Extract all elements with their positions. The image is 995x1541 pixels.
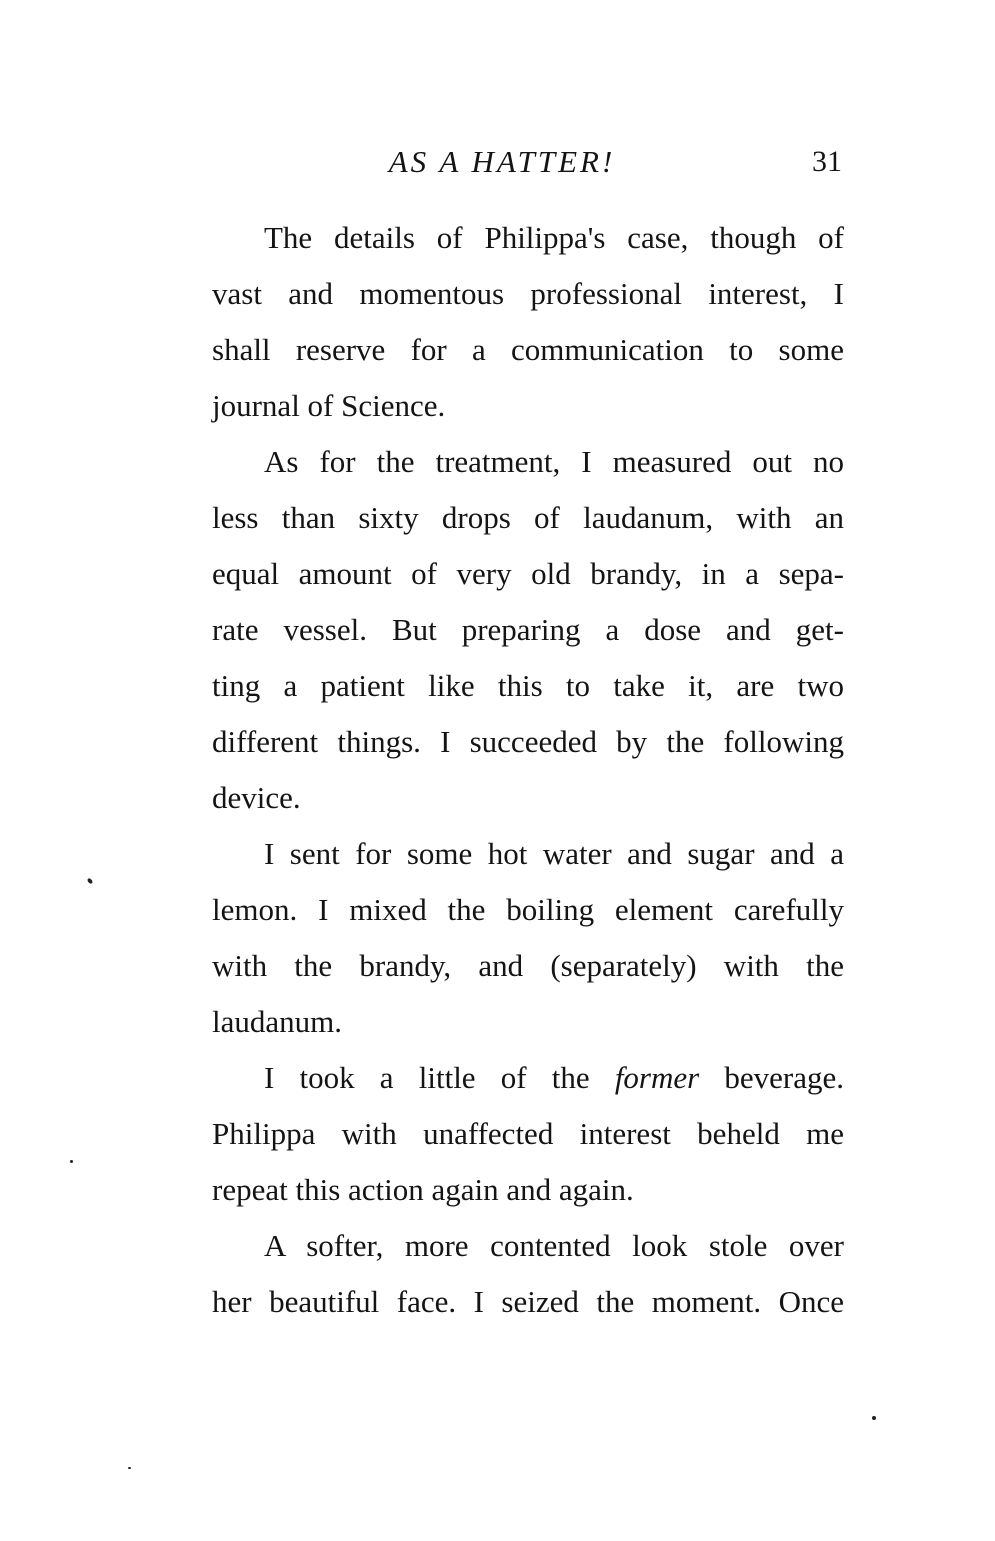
ink-speck: [872, 1416, 876, 1420]
text-line: with the brandy, and (separately) with the: [212, 948, 844, 983]
text-line: device.: [212, 780, 301, 815]
text-line: rate vessel. But preparing a dose and get-: [212, 612, 844, 647]
text-line: repeat this action again and again.: [212, 1172, 634, 1207]
running-head: [160, 140, 844, 184]
paragraph-3: [160, 826, 844, 1050]
text-fragment: I took a little of the: [264, 1060, 590, 1095]
text-line: A softer, more contented look stole over: [264, 1228, 844, 1263]
ink-speck: [70, 1160, 73, 1163]
paragraph-4: [160, 1050, 844, 1218]
text-line: ting a patient like this to take it, are two: [212, 668, 844, 703]
emphasis-word: former: [614, 1060, 700, 1095]
text-line: laudanum.: [212, 1004, 342, 1039]
text-line: I sent for some hot water and sugar and a: [264, 836, 844, 871]
ink-speck: [128, 1467, 131, 1469]
text-line: Philippa with unaffected interest beheld me: [212, 1116, 844, 1151]
paragraph-2: [160, 434, 844, 826]
ink-speck: [87, 877, 94, 884]
text-line: her beautiful face. I seized the moment. Once: [212, 1284, 844, 1319]
text-line: vast and momentous professional interest, I: [212, 276, 844, 311]
body-text: [160, 210, 844, 1330]
text-line: As for the treatment, I measured out no: [264, 444, 844, 479]
text-line: equal amount of very old brandy, in a sepa-: [212, 556, 844, 591]
running-title: AS A HATTER!: [388, 144, 616, 179]
text-line: lemon. I mixed the boiling element carefully: [212, 892, 844, 927]
text-line: different things. I succeeded by the following: [212, 724, 844, 759]
text-line: The details of Philippa's case, though of: [264, 220, 844, 255]
text-line: [160, 1050, 844, 1106]
paragraph-1: [160, 210, 844, 434]
text-line: shall reserve for a communication to some: [212, 332, 844, 367]
text-fragment: beverage.: [724, 1060, 845, 1095]
page-number: 31: [812, 145, 842, 178]
text-line: journal of Science.: [212, 388, 446, 423]
text-line: less than sixty drops of laudanum, with an: [212, 500, 844, 535]
paragraph-5: [160, 1218, 844, 1330]
